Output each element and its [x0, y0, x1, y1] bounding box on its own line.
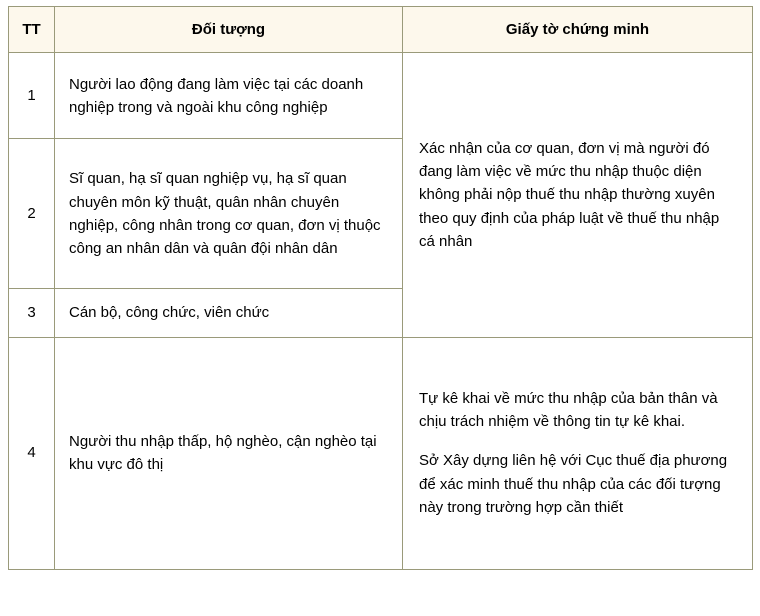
column-header-document: Giấy tờ chứng minh — [403, 7, 753, 53]
row-object-cell: Người lao động đang làm việc tại các doanh nghiệp trong và ngoài khu công nghiệp — [55, 53, 403, 139]
row-document-cell-group-4 — [403, 337, 753, 569]
table-row — [9, 337, 753, 569]
row-index-cell: 4 — [9, 337, 55, 569]
column-header-object: Đối tượng — [55, 7, 403, 53]
table-row — [9, 53, 753, 139]
row-object-cell: Sĩ quan, hạ sĩ quan nghiệp vụ, hạ sĩ quan chuyên môn kỹ thuật, quân nhân chuyên nghiệp, công nhân trong cơ quan, đơn vị thuộc công an nhân dân và quân đội nhân dân — [55, 139, 403, 289]
table-body — [9, 53, 753, 569]
row-document-cell-group-1-3: Xác nhận của cơ quan, đơn vị mà người đó đang làm việc về mức thu nhập thuộc diện không phải nộp thuế thu nhập thường xuyên theo quy định của pháp luật về thuế thu nhập cá nhân — [403, 53, 753, 337]
row-index-cell: 2 — [9, 139, 55, 289]
column-header-tt: TT — [9, 7, 55, 53]
document-paragraph-1: Tự kê khai về mức thu nhập của bản thân và chịu trách nhiệm về thông tin tự kê khai. — [419, 389, 718, 431]
eligibility-table — [8, 6, 753, 570]
row-object-cell: Cán bộ, công chức, viên chức — [55, 289, 403, 337]
row-index-cell: 1 — [9, 53, 55, 139]
table-header-row — [9, 7, 753, 53]
row-object-cell: Người thu nhập thấp, hộ nghèo, cận nghèo tại khu vực đô thị — [55, 337, 403, 569]
row-index-cell: 3 — [9, 289, 55, 337]
table-header — [9, 7, 753, 53]
document-paragraph-2: Sở Xây dựng liên hệ với Cục thuế địa phương để xác minh thuế thu nhập của các đối tượng này trong trường hợp cần thiết — [419, 452, 728, 516]
